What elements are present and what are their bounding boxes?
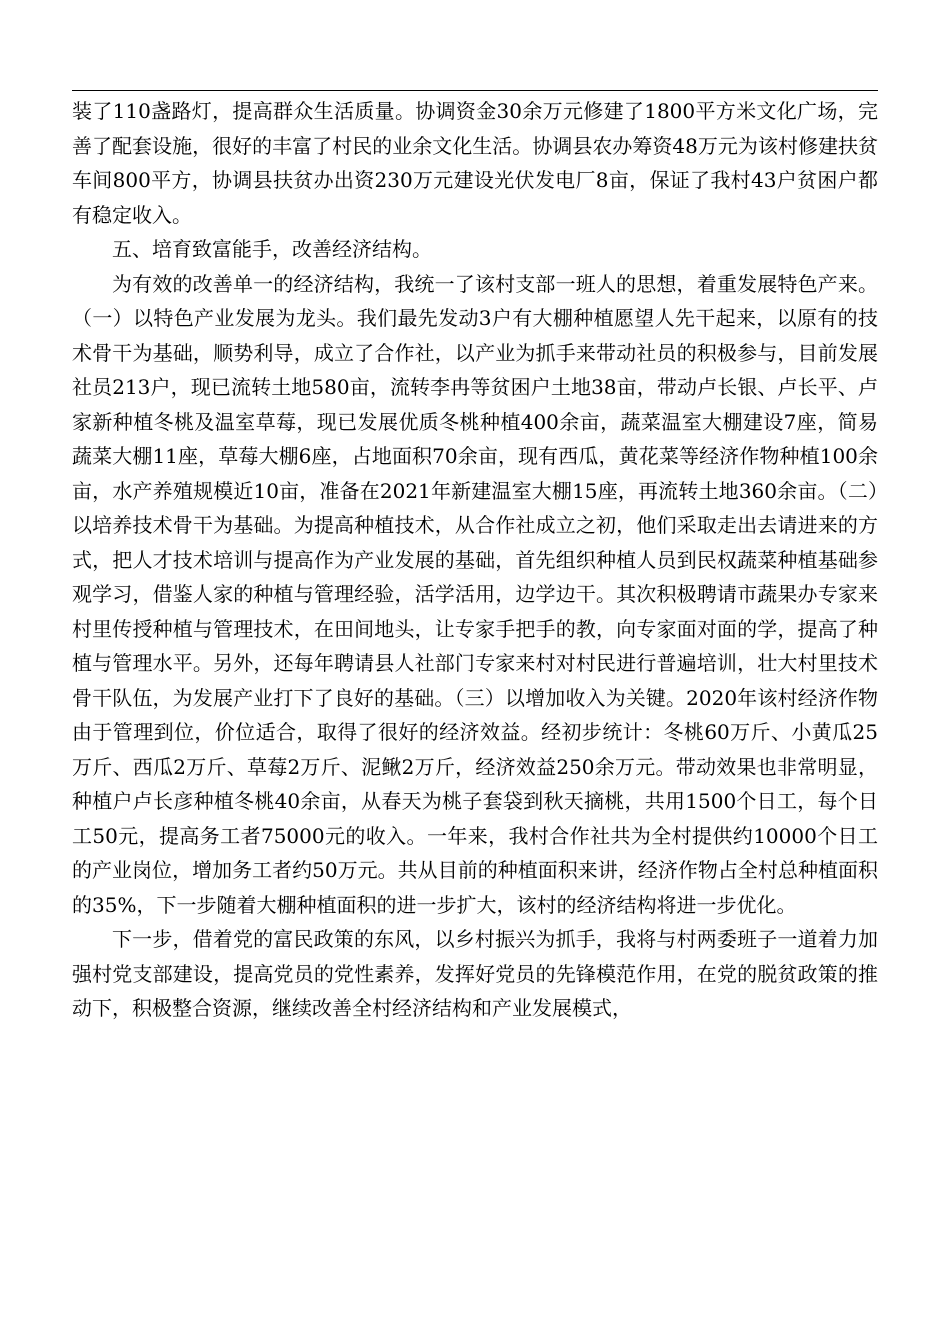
paragraph-continuation: 装了110盏路灯，提高群众生活质量。协调资金30余万元修建了1800平方米文化广场，完善了配套设施，很好的丰富了村民的业余文化生活。协调县农办筹资48万元为该村修建扶贫车间800平方，协调县扶贫办出资230万元建设光伏发电厂8亩，保证了我村43户贫困户都有稳定收入。 — [72, 99, 878, 227]
section-heading-five: 五、培育致富能手，改善经济结构。 — [112, 237, 432, 261]
paragraph-economic-structure: 为有效的改善单一的经济结构，我统一了该村支部一班人的思想，着重发展特色产来。（一）以特色产业发展为龙头。我们最先发动3户有大棚种植愿望人先干起来，以原有的技术骨干为基础，顺势利导，成立了合作社，以产业为抓手来带动社员的积极参与，目前发展社员213户，现已流转土地580亩，流转李冉等贫困户土地38亩，带动卢长银、卢长平、卢家新种植冬桃及温室草莓，现已发展优质冬桃种植400余亩，蔬菜温室大棚建设7座，简易蔬菜大棚11座，草莓大棚6座，占地面积70余亩，现有西瓜，黄花菜等经济作物种植100余亩，水产养殖规模近10亩，准备在2021年新建温室大棚15座，再流转土地360余亩。（二）以培养技术骨干为基础。为提高种植技术，从合作社成立之初，他们采取走出去请进来的方式，把人才技术培训与提高作为产业发展的基础，首先组织种植人员到民权蔬菜种植基础参观学习，借鉴人家的种植与管理经验，活学活用，边学边干。其次积极聘请市蔬果办专家来村里传授种植与管理技术，在田间地头，让专家手把手的教，向专家面对面的学，提高了种植与管理水平。另外，还每年聘请县人社部门专家来村对村民进行普遍培训，壮大村里技术骨干队伍，为发展产业打下了良好的基础。（三）以增加收入为关键。2020年该村经济作物由于管理到位，价位适合，取得了很好的经济效益。经初步统计：冬桃60万斤、小黄瓜25万斤、西瓜2万斤、草莓2万斤、泥鳅2万斤，经济效益250余万元。带动效果也非常明显，种植户卢长彦种植冬桃40余亩，从春天为桃子套袋到秋天摘桃，共用1500个日工，每个日工50元，提高务工者75000元的收入。一年来，我村合作社共为全村提供约10000个日工的产业岗位，增加务工者约50万元。共从目前的种植面积来讲，经济作物占全村总种植面积的35%，下一步随着大棚种植面积的进一步扩大，该村的经济结构将进一步优化。 — [72, 271, 878, 917]
body-text — [72, 94, 878, 1026]
header-rule — [72, 90, 878, 91]
paragraph-next-steps: 下一步，借着党的富民政策的东风，以乡村振兴为抓手，我将与村两委班子一道着力加强村党支部建设，提高党员的党性素养，发挥好党员的先锋模范作用，在党的脱贫政策的推动下，积极整合资源，继续改善全村经济结构和产业发展模式， — [72, 927, 878, 1020]
